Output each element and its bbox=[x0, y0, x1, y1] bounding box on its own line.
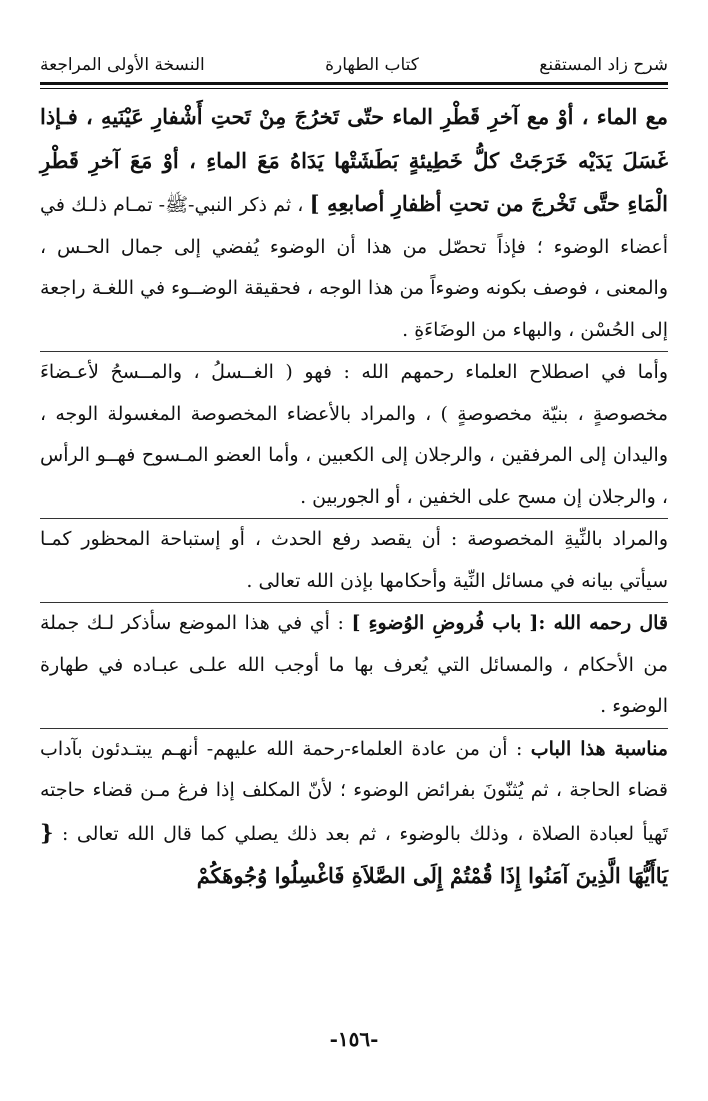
header-chapter-title: كتاب الطهارة bbox=[325, 55, 419, 75]
header-book-title: شرح زاد المستقنع bbox=[539, 55, 668, 75]
page-number: -١٥٦- bbox=[329, 1027, 379, 1051]
chapter-heading: قال رحمه الله :[ باب فُروضِ الوُضوءِ ] bbox=[351, 612, 668, 634]
paragraph-hadith bbox=[40, 96, 668, 351]
hadith-commentary: ، ثم ذكر النبي-ﷺ- تمـام ذلـك في أعضاء الوضوء ؛ فإذاً تحصّل من هذا أن الوضوء يُفضي إلى جمال الحـس ، والمعنى ، فوصف بكونه وضوءاً من هذا الوجه ، فحقيقة الوضــوء في اللغـة راجعة إلى الحُسْن ، والبهاء من الوضَاءَةِ . bbox=[40, 194, 668, 341]
running-header bbox=[40, 50, 668, 80]
quran-verse: { يَاأَيُّهَا الَّذِينَ آمَنُوا إِذَا قُمْتُمْ إِلَى الصَّلاَةِ فَاغْسِلُوا وُجُوهَكُمْ bbox=[40, 819, 668, 888]
relevance-text: : أن من عادة العلماء-رحمة الله عليهم- أنهـم يبتـدئون بآداب قضاء الحاجة ، ثم يُثنّونَ بفرائض الوضوء ؛ لأنّ المكلف إذا فرغ مـن قضاء حاجته تَهيأ لعبادة الصلاة ، وذلك بالوضوء ، ثم بعد ذلك يصلي كما قال الله تعالى : bbox=[40, 737, 668, 845]
hadith-text: مع الماء ، أوْ مع آخرِ قَطْرِ الماء حتّى تَخرُجَ مِنْ تَحتِ أَشْفارِ عَيْنَيهِ ، فـإذا غَسَلَ يَدَيْه خَرَجَتْ كلُّ خَطِيئةٍ بَطَشَتْها يَدَاهُ مَعَ الماءِ ، أوْ مَعَ آخرِ قَطْرِ الْمَاءِ حتَّى تَخْرجَ من تحتِ أظفارِ أصابعِهِ ] bbox=[40, 104, 668, 216]
paragraph-definition: وأما في اصطلاح العلماء رحمهم الله : فهو ( الغــسلُ ، والمــسحُ لأعـضاءَ مخصوصةٍ ، بنيّة مخصوصةٍ ) ، والمراد بالأعضاء المخصوصة المغسولة الوجه ، واليدان إلى المرفقين ، والرجلان إلى الكعبين ، وأما العضو المـسوح فهــو الرأس ، والرجلان إن مسح على الخفين ، أو الجوربين . bbox=[40, 351, 668, 518]
paragraph-intention: والمراد بالنِّيةِ المخصوصة : أن يقصد رفع الحدث ، أو إستباحة المحظور كمـا سيأتي بيانه في مسائل النِّية وأحكامها بإذن الله تعالى . bbox=[40, 518, 668, 602]
paragraph-chapter bbox=[40, 602, 668, 728]
header-edition: النسخة الأولى المراجعة bbox=[40, 55, 205, 75]
paragraph-relevance bbox=[40, 728, 668, 899]
body-text bbox=[40, 96, 668, 899]
header-rule-thick bbox=[40, 82, 668, 85]
relevance-heading: مناسبة هذا الباب bbox=[530, 737, 668, 760]
header-rule-thin bbox=[40, 88, 668, 89]
chapter-explanation: : أي في هذا الموضع سأذكر لـك جملة من الأحكام ، والمسائل التي يُعرف بها ما أوجب الله علـى عبـاده في طهارة الوضوء . bbox=[40, 612, 668, 717]
